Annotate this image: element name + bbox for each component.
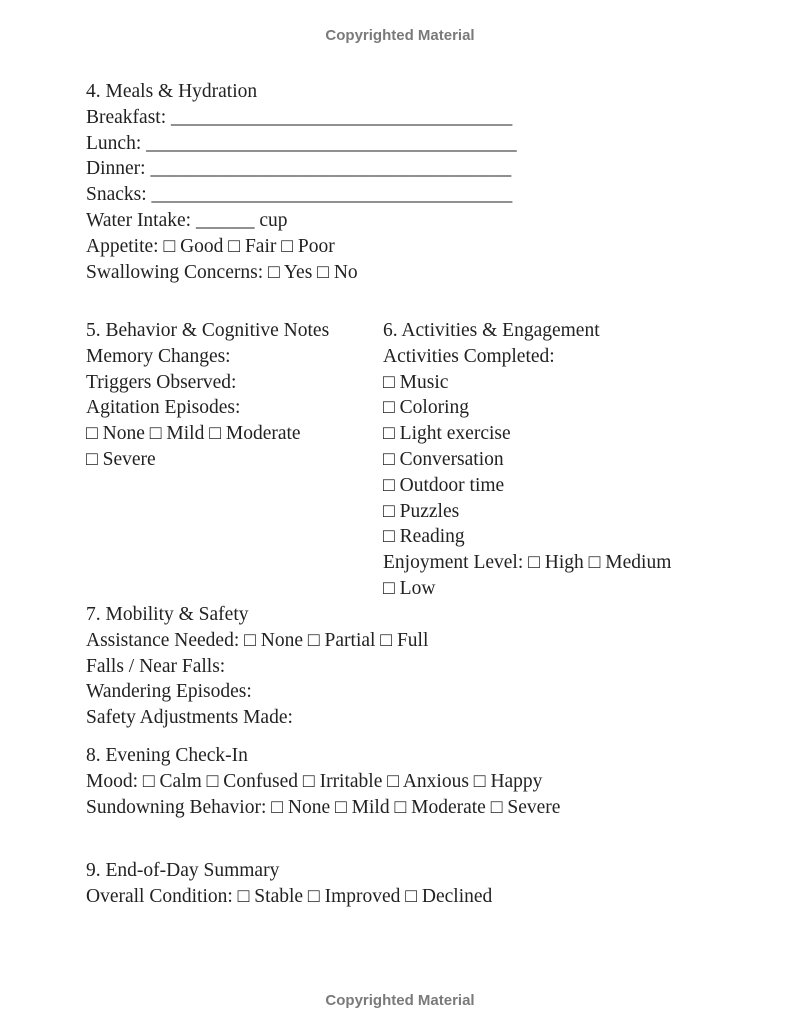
safety-adjustments-label: Safety Adjustments Made: bbox=[86, 707, 293, 729]
agitation-options-row-2[interactable]: □ Severe bbox=[86, 448, 156, 470]
mood-options[interactable]: Mood: □ Calm □ Confused □ Irritable □ Anxious □ Happy bbox=[86, 770, 543, 792]
activities-completed-label: Activities Completed: bbox=[383, 345, 555, 367]
agitation-episodes-label: Agitation Episodes: bbox=[86, 397, 241, 419]
swallowing-concerns-options[interactable]: Swallowing Concerns: □ Yes □ No bbox=[86, 261, 358, 283]
breakfast-field[interactable]: Breakfast: ___________________________________ bbox=[86, 106, 513, 128]
activities-engagement-section bbox=[383, 318, 671, 602]
activity-coloring-checkbox[interactable]: □ Coloring bbox=[383, 397, 469, 419]
activities-engagement-heading: 6. Activities & Engagement bbox=[383, 320, 600, 341]
falls-near-falls-label: Falls / Near Falls: bbox=[86, 655, 226, 677]
mobility-safety-heading: 7. Mobility & Safety bbox=[86, 604, 249, 625]
copyright-watermark-bottom: Copyrighted Material bbox=[325, 992, 475, 1009]
activity-outdoor-time-checkbox[interactable]: □ Outdoor time bbox=[383, 474, 505, 496]
memory-changes-label: Memory Changes: bbox=[86, 345, 231, 367]
water-intake-field[interactable]: Water Intake: ______ cup bbox=[86, 209, 288, 231]
activity-music-checkbox[interactable]: □ Music bbox=[383, 371, 449, 393]
activity-light-exercise-checkbox[interactable]: □ Light exercise bbox=[383, 423, 511, 445]
triggers-observed-label: Triggers Observed: bbox=[86, 371, 237, 393]
sundowning-behavior-options[interactable]: Sundowning Behavior: □ None □ Mild □ Moderate □ Severe bbox=[86, 796, 561, 818]
assistance-needed-options[interactable]: Assistance Needed: □ None □ Partial □ Full bbox=[86, 629, 429, 651]
activity-conversation-checkbox[interactable]: □ Conversation bbox=[383, 448, 504, 470]
end-of-day-summary-heading: 9. End-of-Day Summary bbox=[86, 860, 280, 881]
activity-puzzles-checkbox[interactable]: □ Puzzles bbox=[383, 500, 460, 522]
enjoyment-level-options[interactable]: Enjoyment Level: □ High □ Medium bbox=[383, 552, 672, 574]
meals-hydration-section bbox=[86, 79, 517, 285]
wandering-episodes-label: Wandering Episodes: bbox=[86, 681, 252, 703]
end-of-day-summary-section bbox=[86, 858, 492, 910]
copyright-watermark-top: Copyrighted Material bbox=[325, 27, 475, 44]
appetite-options[interactable]: Appetite: □ Good □ Fair □ Poor bbox=[86, 235, 335, 257]
activity-reading-checkbox[interactable]: □ Reading bbox=[383, 526, 465, 548]
behavior-cognitive-section bbox=[86, 318, 329, 473]
evening-check-in-heading: 8. Evening Check-In bbox=[86, 745, 248, 766]
behavior-cognitive-heading: 5. Behavior & Cognitive Notes bbox=[86, 320, 330, 341]
mobility-safety-section bbox=[86, 602, 428, 731]
dinner-field[interactable]: Dinner: _____________________________________ bbox=[86, 158, 512, 180]
overall-condition-options[interactable]: Overall Condition: □ Stable □ Improved □ Declined bbox=[86, 885, 493, 907]
meals-hydration-heading: 4. Meals & Hydration bbox=[86, 81, 258, 102]
evening-check-in-section bbox=[86, 743, 560, 820]
agitation-options-row-1[interactable]: □ None □ Mild □ Moderate bbox=[86, 423, 301, 445]
enjoyment-low-checkbox[interactable]: □ Low bbox=[383, 577, 436, 599]
lunch-field[interactable]: Lunch: ______________________________________ bbox=[86, 132, 517, 154]
snacks-field[interactable]: Snacks: _____________________________________ bbox=[86, 184, 513, 206]
